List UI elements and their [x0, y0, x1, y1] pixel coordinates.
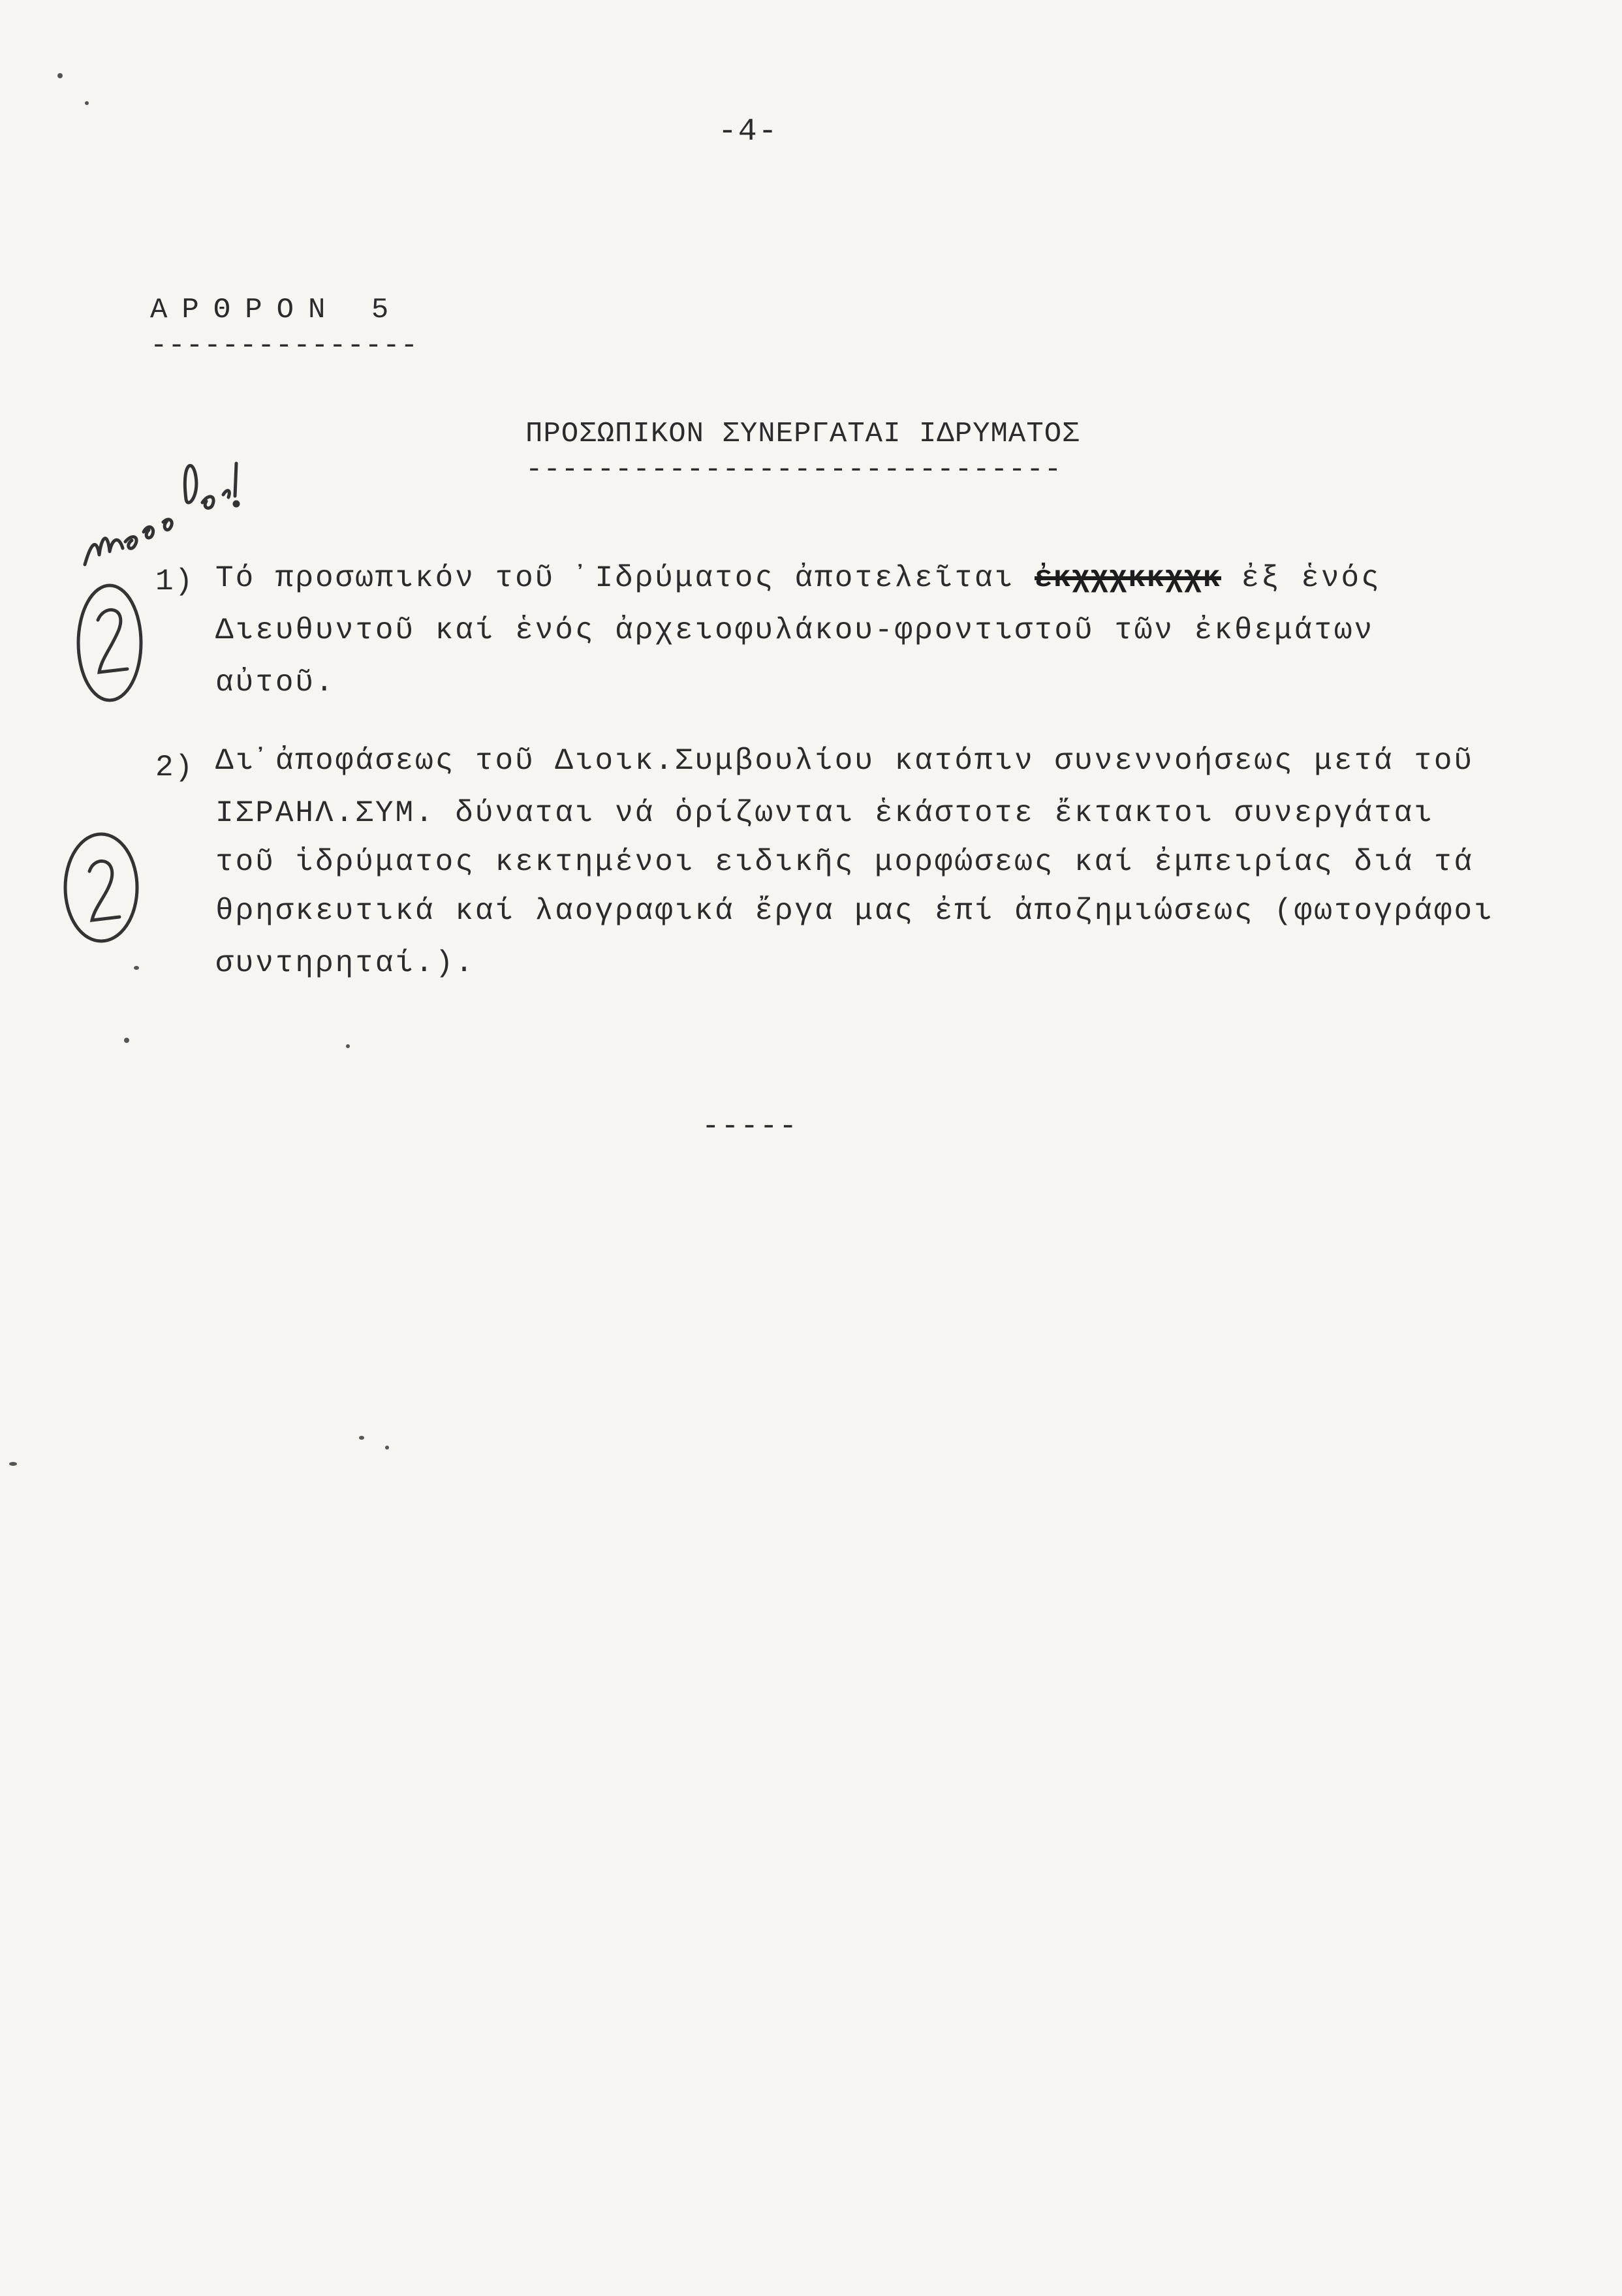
scan-speck: [85, 101, 89, 105]
paragraph-1-number: 1): [155, 565, 195, 598]
struck-out-word: ἐκχχχκκχχκ: [1034, 561, 1221, 595]
paragraph-1-line-2: Διευθυντοῦ καί ἑνός ἀρχειοφυλάκου-φροντιστοῦ τῶν ἐκθεμάτων: [215, 613, 1375, 647]
scan-speck: [57, 73, 63, 78]
paragraph-1-line-1: [215, 561, 1381, 595]
scan-speck: [124, 1038, 129, 1043]
paragraph-1-line-3: αὐτοῦ.: [215, 666, 335, 700]
article-underline: ---------------: [150, 330, 419, 362]
scan-speck: [134, 966, 139, 970]
handwritten-margin-note: [72, 424, 287, 594]
paragraph-2-line-2: ΙΣΡΑΗΛ.ΣΥΜ. δύναται νά ὁρίζωνται ἑκάστοτε ἔκτακτοι συνεργάται: [215, 796, 1434, 830]
end-rule: -----: [702, 1109, 799, 1143]
paragraph-2-line-4: θρησκευτικά καί λαογραφικά ἔργα μας ἐπί ἀποζημιώσεως (φωτογράφοι: [215, 894, 1494, 928]
paragraph-1-line-1-text: Τό προσωπικόν τοῦ ᾿Ιδρύματος ἀποτελεῖται: [215, 561, 1035, 595]
section-title: ΠΡΟΣΩΠΙΚΟΝ ΣΥΝΕΡΓΑΤΑΙ ΙΔΡΥΜΑΤΟΣ: [525, 418, 1080, 450]
circled-number-2: [49, 822, 153, 959]
section-underline: ------------------------------: [525, 454, 1063, 486]
article-heading: ΑΡΘΡΟΝ 5: [150, 294, 403, 326]
scan-speck: [359, 1436, 364, 1440]
scan-speck: [9, 1462, 17, 1466]
paragraph-2-line-1: Δι᾿ἀποφάσεως τοῦ Διοικ.Συμβουλίου κατόπιν συνεννοήσεως μετά τοῦ: [215, 744, 1474, 778]
paragraph-2-number: 2): [155, 751, 195, 784]
page-number: -4-: [718, 114, 779, 149]
paragraph-2-line-5: συντηρηταί.).: [215, 946, 475, 980]
paragraph-2-line-3: τοῦ ἱδρύματος κεκτημένοι ειδικῆς μορφώσεως καί ἐμπειρίας διά τά: [215, 845, 1474, 879]
paragraph-1-line-1-end: ἐξ ἑνός: [1221, 561, 1381, 595]
scan-speck: [346, 1044, 350, 1048]
circled-number-1: [65, 574, 157, 711]
scan-speck: [385, 1446, 389, 1450]
